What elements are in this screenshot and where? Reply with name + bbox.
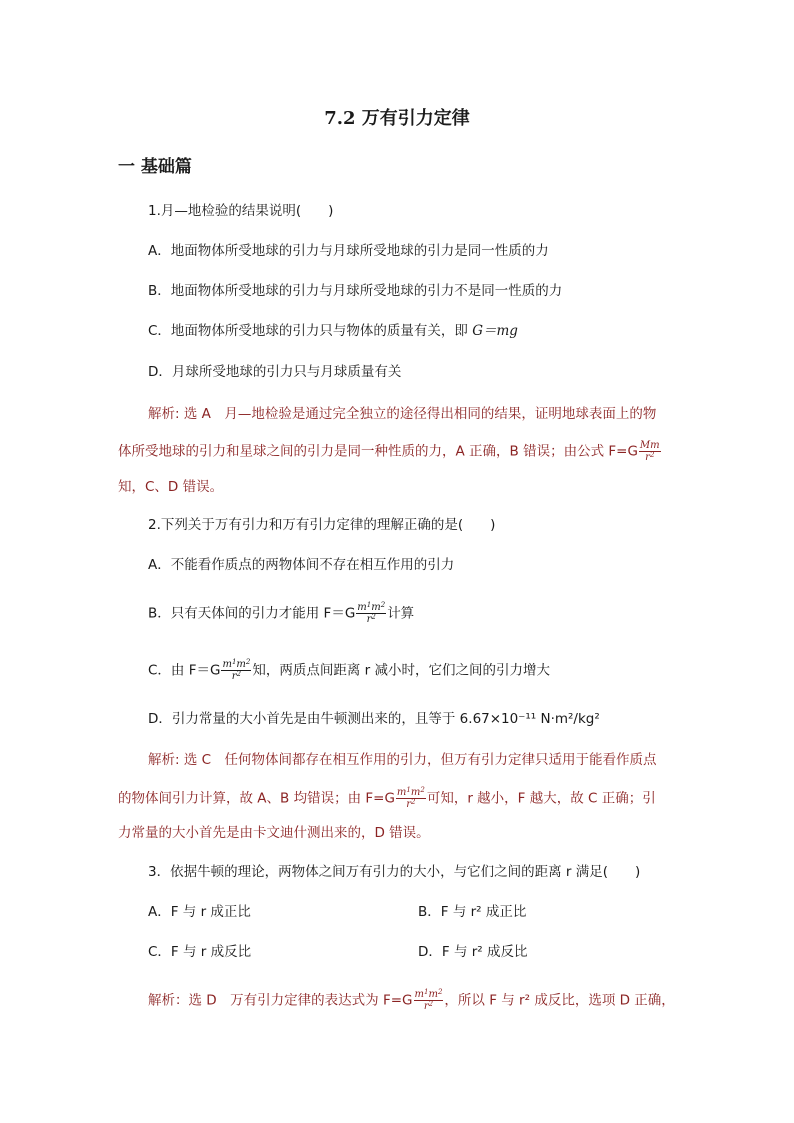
q2-option-c-fraction — [221, 659, 251, 682]
q2-option-a: A．不能看作质点的两物体间不存在相互作用的引力 — [148, 557, 455, 573]
q2-stem: 2.下列关于万有引力和万有引力定律的理解正确的是( ) — [148, 517, 496, 533]
q2-option-b-fraction — [356, 602, 386, 625]
q2-answer-line-2 — [118, 787, 656, 810]
q1-option-c-text: C．地面物体所受地球的引力只与物体的质量有关，即 — [148, 323, 473, 339]
q2-option-d: D．引力常量的大小首先是由牛顿测出来的，且等于 6.67×10⁻¹¹ N·m²/kg² — [148, 711, 600, 727]
fraction-numerator: $m^1m^2$ — [222, 658, 251, 670]
q3-answer-fraction — [414, 989, 444, 1012]
q3-option-b: B．F 与 r² 成正比 — [418, 904, 527, 920]
q1-option-a: A．地面物体所受地球的引力与月球所受地球的引力是同一性质的力 — [148, 243, 549, 259]
q1-option-c-formula: G＝mg — [472, 323, 518, 339]
q3-option-d: D．F 与 r² 成反比 — [418, 944, 528, 960]
q3-answer-suffix: ，所以 F 与 r² 成反比，选项 D 正确， — [444, 992, 675, 1009]
fraction-denominator: $r^2$ — [231, 670, 242, 682]
fraction-denominator: $r^2$ — [366, 613, 376, 625]
q2-option-b — [148, 602, 414, 625]
fraction-numerator: $m^1m^2$ — [357, 601, 386, 613]
q3-option-a: A．F 与 r 成正比 — [148, 904, 251, 920]
q1-answer-line-2 — [118, 440, 662, 463]
fraction-denominator: $r^2$ — [423, 1000, 434, 1012]
fraction-denominator: $r^2$ — [645, 451, 655, 463]
q2-answer-fraction — [396, 787, 426, 810]
q1-answer-line-1: 解析: 选 A 月—地检验是通过完全独立的途径得出相同的结果，证明地球表面上的物 — [148, 406, 657, 422]
q1-answer-line-3: 知，C、D 错误。 — [118, 479, 224, 495]
fraction-numerator: $m^1m^2$ — [396, 786, 425, 798]
q2-option-b-text: B．只有天体间的引力才能用 F＝G — [148, 605, 356, 622]
q2-answer-text: 的物体间引力计算，故 A、B 均错误；由 F=G — [118, 790, 395, 807]
q1-answer-text: 体所受地球的引力和星球之间的引力是同一种性质的力，A 正确，B 错误；由公式 F=G — [118, 443, 638, 460]
q2-option-c-text: C．由 F＝G — [148, 662, 221, 679]
q1-answer-fraction — [639, 440, 661, 463]
q1-stem: 1.月—地检验的结果说明( ) — [148, 203, 334, 219]
fraction-numerator: Mm — [639, 440, 660, 451]
page-title: 7.2 万有引力定律 — [324, 108, 470, 129]
q3-answer-line-1 — [148, 989, 675, 1012]
q3-stem: 3．依据牛顿的理论，两物体之间万有引力的大小，与它们之间的距离 r 满足( ) — [148, 864, 641, 880]
q3-option-c: C．F 与 r 成反比 — [148, 944, 252, 960]
q2-option-c — [148, 659, 550, 682]
q2-option-b-suffix: 计算 — [387, 605, 415, 622]
fraction-denominator-base: r — [645, 452, 650, 463]
q2-answer-line-3: 力常量的大小首先是由卡文迪什测出来的，D 错误。 — [118, 825, 430, 841]
section-heading: 一 基础篇 — [118, 157, 192, 177]
q1-option-b: B．地面物体所受地球的引力与月球所受地球的引力不是同一性质的力 — [148, 283, 563, 299]
q2-option-c-suffix: 知，两质点间距离 r 减小时，它们之间的引力增大 — [252, 662, 550, 679]
q2-answer-line-1: 解析: 选 C 任何物体间都存在相互作用的引力，但万有引力定律只适用于能看作质点 — [148, 752, 657, 768]
q2-answer-suffix: 可知，r 越小，F 越大，故 C 正确；引 — [426, 790, 656, 807]
fraction-denominator: $r^2$ — [406, 798, 416, 810]
q1-option-c — [148, 321, 518, 341]
q1-option-d: D．月球所受地球的引力只与月球质量有关 — [148, 364, 402, 380]
fraction-numerator: $m^1m^2$ — [414, 988, 443, 1000]
q3-answer-text: 解析：选 D 万有引力定律的表达式为 F=G — [148, 992, 413, 1009]
